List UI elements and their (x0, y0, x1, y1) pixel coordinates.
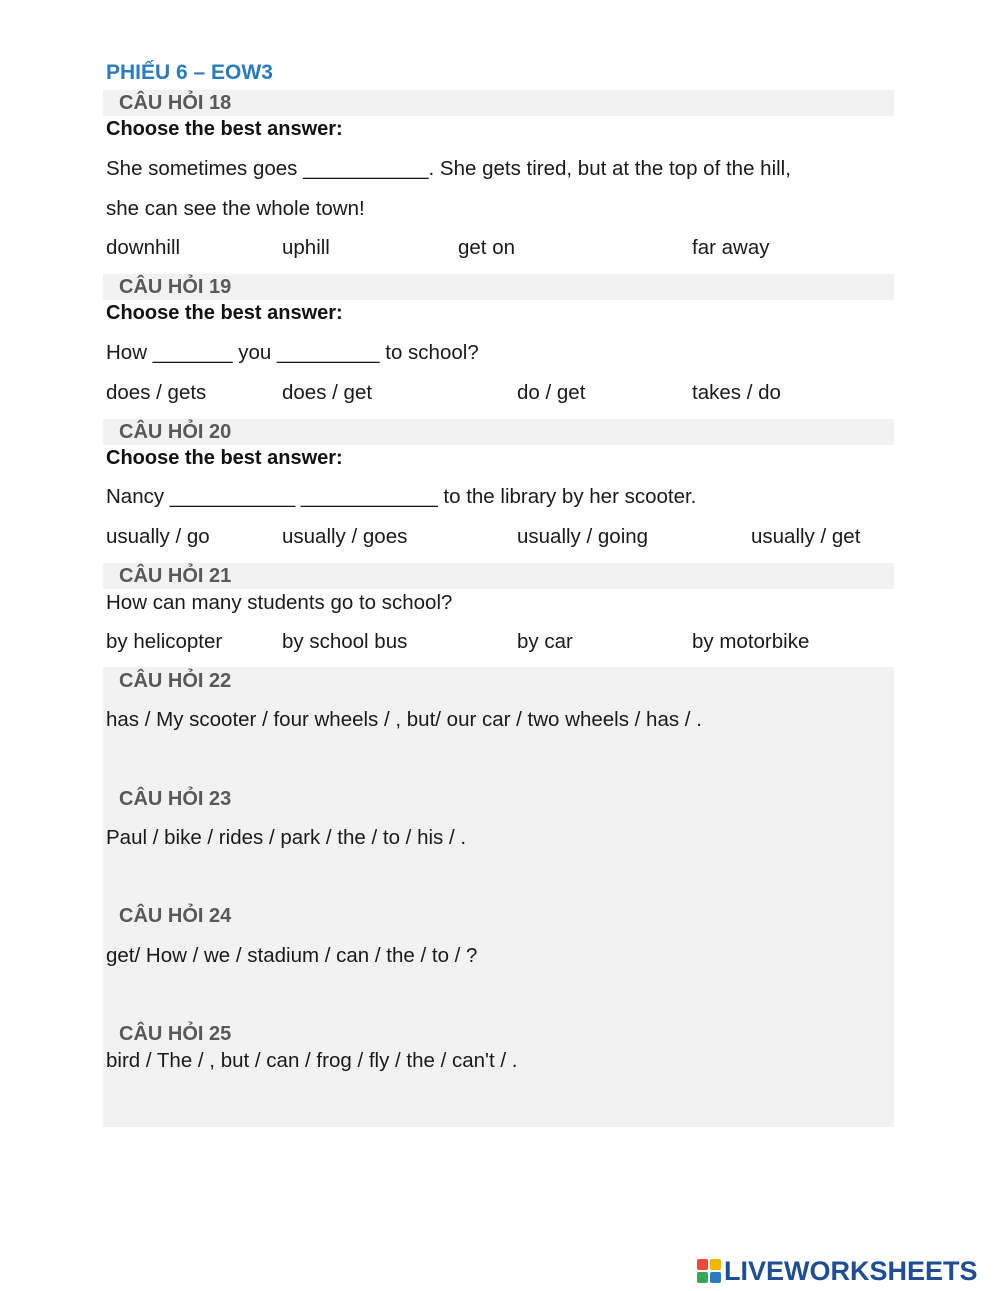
question-text: she can see the whole town! (106, 197, 365, 220)
question-text: has / My scooter / four wheels / , but/ our car / two wheels / has / . (106, 708, 702, 731)
question-heading: CÂU HỎI 23 (119, 788, 232, 810)
answer-option[interactable]: by helicopter (106, 630, 223, 653)
answer-option[interactable]: do / get (517, 381, 586, 404)
question-text: bird / The / , but / can / frog / fly / the / can't / . (106, 1049, 518, 1072)
question-instruction: Choose the best answer: (106, 118, 343, 140)
question-text: She sometimes goes ___________. She gets tired, but at the top of the hill, (106, 157, 791, 180)
question-text: Paul / bike / rides / park / the / to / his / . (106, 826, 467, 849)
question-heading: CÂU HỎI 25 (119, 1023, 232, 1045)
question-heading: CÂU HỎI 18 (119, 92, 232, 114)
answer-option[interactable]: uphill (282, 236, 330, 259)
question-heading: CÂU HỎI 22 (119, 670, 232, 692)
question-heading: CÂU HỎI 24 (119, 905, 232, 927)
liveworksheets-logo (697, 1256, 978, 1286)
answer-option[interactable]: usually / get (751, 525, 861, 548)
answer-option[interactable]: by car (517, 630, 573, 653)
answer-option[interactable]: does / gets (106, 381, 207, 404)
answer-option[interactable]: usually / goes (282, 525, 408, 548)
question-heading: CÂU HỎI 19 (119, 276, 232, 298)
question-heading: CÂU HỎI 21 (119, 565, 232, 587)
brand-name: LIVEWORKSHEETS (724, 1255, 978, 1286)
question-text: Nancy ___________ ____________ to the library by her scooter. (106, 485, 697, 508)
question-instruction: Choose the best answer: (106, 302, 343, 324)
question-text: How can many students go to school? (106, 591, 453, 614)
question-instruction: Choose the best answer: (106, 447, 343, 469)
answer-option[interactable]: far away (692, 236, 770, 259)
answer-option[interactable]: downhill (106, 236, 181, 259)
answer-option[interactable]: by school bus (282, 630, 408, 653)
answer-option[interactable]: takes / do (692, 381, 781, 404)
question-text: get/ How / we / stadium / can / the / to / ? (106, 944, 478, 967)
answer-option[interactable]: by motorbike (692, 630, 810, 653)
question-heading: CÂU HỎI 20 (119, 421, 232, 443)
logo-mark-icon (697, 1259, 721, 1283)
answer-option[interactable]: usually / go (106, 525, 210, 548)
answer-option[interactable]: does / get (282, 381, 373, 404)
answer-option[interactable]: get on (458, 236, 515, 259)
question-text: How _______ you _________ to school? (106, 341, 479, 364)
answer-option[interactable]: usually / going (517, 525, 649, 548)
page-title: PHIẾU 6 – EOW3 (106, 61, 273, 84)
